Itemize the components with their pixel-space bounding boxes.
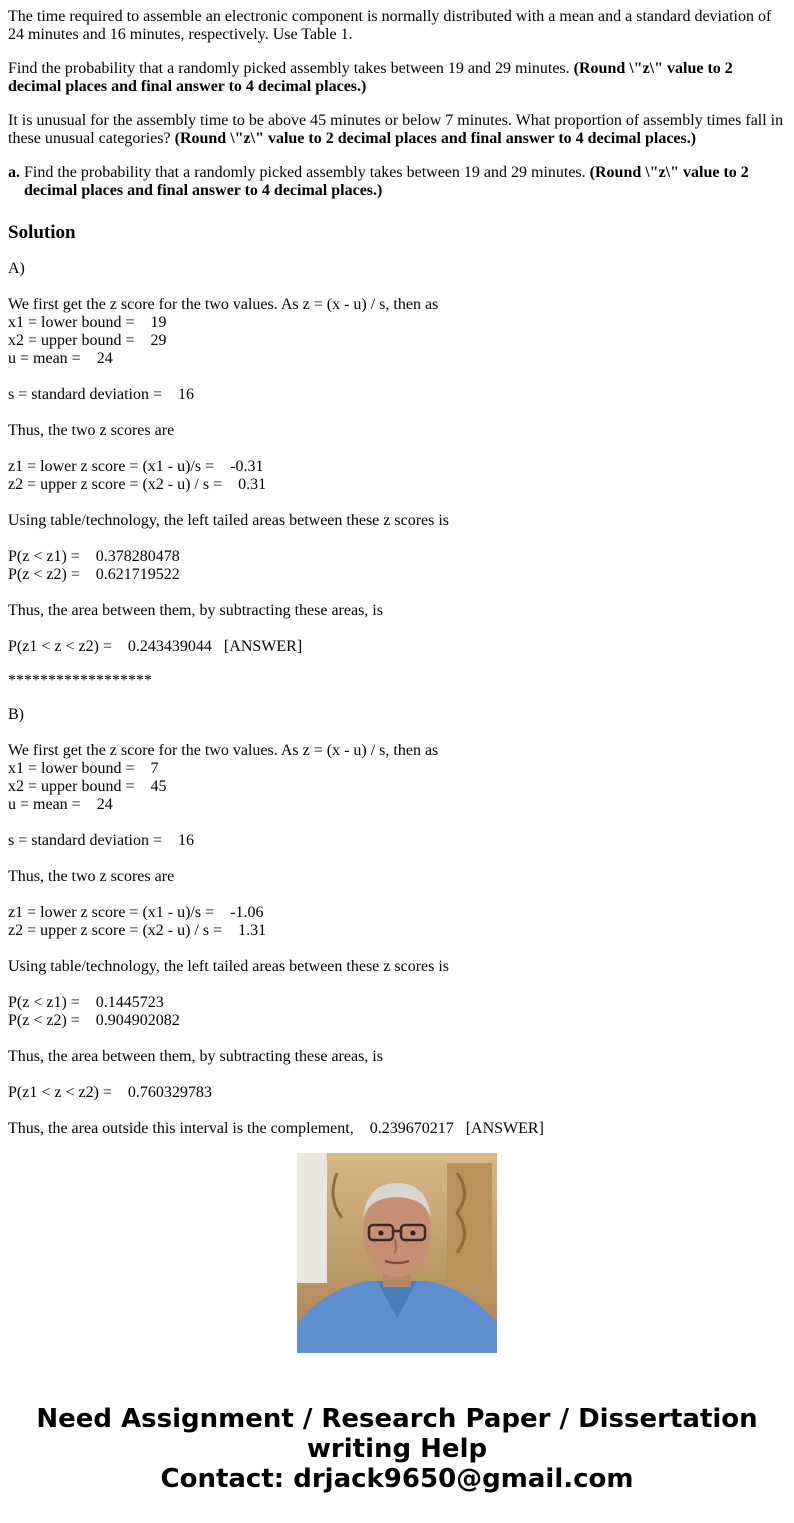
part-a-sd: s = standard deviation = 16: [8, 386, 195, 403]
part-a-z2: z2 = upper z score = (x2 - u) / s = 0.31: [8, 476, 267, 493]
spacer: [8, 976, 786, 994]
spacer: [8, 886, 786, 904]
list-item-content: [24, 164, 786, 200]
spacer: [8, 850, 786, 868]
question-list: [8, 164, 786, 200]
spacer: [8, 440, 786, 458]
promo-line-3: Contact: drjack9650@gmail.com: [160, 1464, 634, 1494]
question-part-a: [8, 60, 786, 96]
solution-heading: Solution: [8, 222, 76, 243]
question-part-b: [8, 112, 786, 148]
part-b-thus-z: Thus, the two z scores are: [8, 868, 175, 885]
part-b-x2: x2 = upper bound = 45: [8, 778, 167, 795]
spacer: [8, 1066, 786, 1084]
document-body: [8, 8, 786, 1137]
spacer: [8, 530, 786, 548]
part-b-x1: x1 = lower bound = 7: [8, 760, 159, 777]
part-b-using: Using table/technology, the left tailed areas between these z scores is: [8, 958, 450, 975]
spacer: [8, 494, 786, 512]
promo-line-1: Need Assignment / Research Paper / Dissertation: [36, 1404, 758, 1434]
spacer: [8, 940, 786, 958]
part-a-thus-area: Thus, the area between them, by subtracting these areas, is: [8, 602, 383, 619]
spacer: [8, 1030, 786, 1048]
question-part-b-text: It is unusual for the assembly time to be above 45 minutes or below 7 minutes. What proportion of assembly times fall in these unusual categories?: [8, 112, 784, 147]
list-item-text: Find the probability that a randomly picked assembly takes between 19 and 29 minutes.: [24, 164, 590, 181]
spacer: [8, 278, 786, 296]
part-b-thus-area: Thus, the area between them, by subtracting these areas, is: [8, 1048, 383, 1065]
part-b-between: P(z1 < z < z2) = 0.760329783: [8, 1084, 212, 1101]
spacer: [8, 814, 786, 832]
promo-line-2: writing Help: [306, 1434, 488, 1464]
list-item-rounding: (Round \"z\" value to 2 decimal places and final answer to 4 decimal places.): [24, 164, 749, 199]
part-a-z1: z1 = lower z score = (x1 - u)/s = -0.31: [8, 458, 264, 475]
part-a-answer: P(z1 < z < z2) = 0.243439044 [ANSWER]: [8, 638, 303, 655]
separator: ******************: [8, 672, 152, 689]
part-a-using: Using table/technology, the left tailed areas between these z scores is: [8, 512, 450, 529]
part-b-p2: P(z < z2) = 0.904902082: [8, 1012, 180, 1029]
spacer: [8, 404, 786, 422]
solution-part-b: [8, 706, 786, 1138]
part-a-mean: u = mean = 24: [8, 350, 113, 367]
promo-text: [0, 1404, 794, 1494]
part-a-thus-z: Thus, the two z scores are: [8, 422, 175, 439]
part-a-p2: P(z < z2) = 0.621719522: [8, 566, 180, 583]
tutor-portrait-image: [297, 1153, 497, 1353]
part-b-label: B): [8, 706, 24, 723]
solution-part-a: [8, 260, 786, 656]
part-a-x1: x1 = lower bound = 19: [8, 314, 167, 331]
spacer: [8, 584, 786, 602]
part-b-intro: We first get the z score for the two values. As z = (x - u) / s, then as: [8, 742, 439, 759]
list-marker: a.: [8, 164, 20, 181]
part-a-label: A): [8, 260, 25, 277]
part-b-mean: u = mean = 24: [8, 796, 113, 813]
spacer: [8, 620, 786, 638]
part-b-p1: P(z < z1) = 0.1445723: [8, 994, 164, 1011]
spacer: [8, 724, 786, 742]
part-b-outside: Thus, the area outside this interval is the complement, 0.239670217 [ANSWER]: [8, 1120, 544, 1137]
part-b-sd: s = standard deviation = 16: [8, 832, 195, 849]
part-b-z2: z2 = upper z score = (x2 - u) / s = 1.31: [8, 922, 267, 939]
spacer: [8, 1102, 786, 1120]
part-b-z1: z1 = lower z score = (x1 - u)/s = -1.06: [8, 904, 264, 921]
question-part-a-rounding: (Round \"z\" value to 2 decimal places and final answer to 4 decimal places.): [8, 60, 733, 95]
part-a-intro: We first get the z score for the two values. As z = (x - u) / s, then as: [8, 296, 439, 313]
part-a-x2: x2 = upper bound = 29: [8, 332, 167, 349]
question-part-a-text: Find the probability that a randomly picked assembly takes between 19 and 29 minutes.: [8, 60, 574, 77]
spacer: [8, 368, 786, 386]
question-intro: The time required to assemble an electronic component is normally distributed with a mean and a standard deviation of 24 minutes and 16 minutes, respectively. Use Table 1.: [8, 8, 772, 43]
promo-banner: [0, 1150, 794, 1523]
part-a-p1: P(z < z1) = 0.378280478: [8, 548, 180, 565]
question-list-item: [8, 164, 786, 200]
question-part-b-rounding: (Round \"z\" value to 2 decimal places and final answer to 4 decimal places.): [174, 130, 697, 147]
tutor-avatar: [297, 1153, 497, 1353]
